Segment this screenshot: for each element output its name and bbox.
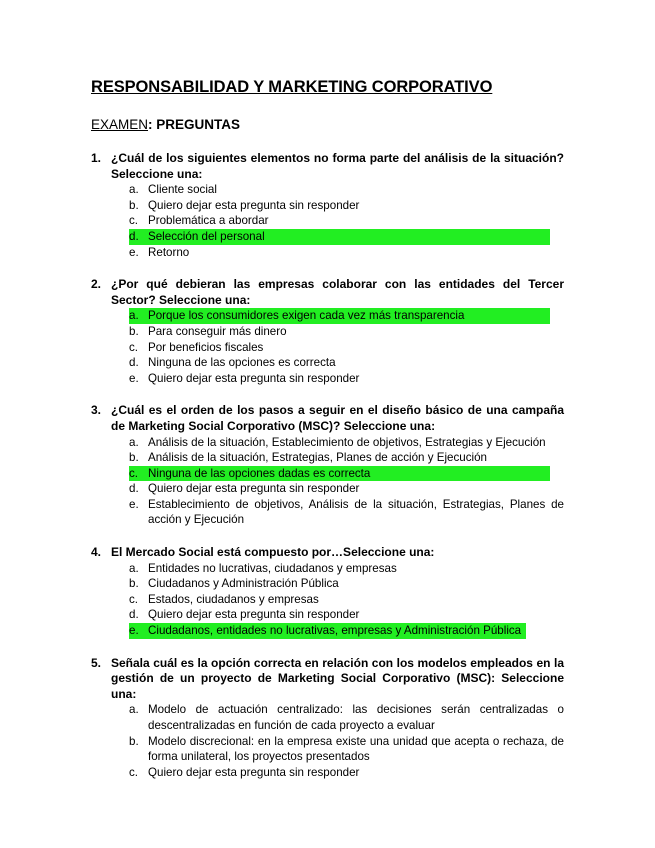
option-item bbox=[129, 592, 564, 608]
question-body: ¿Cuál es el orden de los pasos a seguir en el diseño básico de una campaña de Marketing Social Corporativo (MSC)? Seleccione una: bbox=[111, 403, 564, 433]
option-item bbox=[129, 607, 564, 623]
question-body: El Mercado Social está compuesto por…Seleccione una: bbox=[111, 545, 435, 560]
option-letter: c. bbox=[129, 592, 139, 606]
option-text: Quiero dejar esta pregunta sin responder bbox=[148, 765, 360, 779]
option-letter: e. bbox=[129, 245, 139, 259]
question-body: Señala cuál es la opción correcta en relación con los modelos empleados en la gestión de un proyecto de Marketing Social Corporativo (MSC): Seleccione una: bbox=[111, 655, 564, 701]
option-letter: a. bbox=[129, 561, 139, 575]
option-letter: e. bbox=[129, 624, 139, 638]
option-text: Análisis de la situación, Estrategias, Planes de acción y Ejecución bbox=[148, 451, 487, 465]
option-text: Modelo de actuación centralizado: las decisiones serán centralizadas o descentralizadas en función de cada proyecto a evaluar bbox=[148, 703, 564, 732]
option-item bbox=[129, 355, 564, 371]
option-item bbox=[129, 198, 564, 214]
option-item bbox=[129, 371, 564, 387]
option-list bbox=[91, 561, 564, 639]
option-item bbox=[129, 765, 564, 781]
option-item-correct bbox=[129, 466, 550, 482]
option-item bbox=[129, 213, 564, 229]
option-letter: e. bbox=[129, 371, 139, 385]
option-item bbox=[129, 497, 564, 528]
subtitle-prefix: EXAMEN bbox=[91, 117, 149, 132]
question-number: 4. bbox=[91, 545, 102, 560]
subtitle-rest: : PREGUNTAS bbox=[148, 117, 241, 132]
option-text: Ciudadanos y Administración Pública bbox=[148, 577, 339, 591]
option-item bbox=[129, 450, 564, 466]
option-item bbox=[129, 734, 564, 765]
question-number: 1. bbox=[91, 151, 102, 165]
option-item bbox=[129, 182, 564, 198]
option-list bbox=[91, 702, 564, 780]
option-letter: a. bbox=[129, 309, 139, 323]
option-item bbox=[129, 702, 564, 733]
option-text: Análisis de la situación, Establecimiento de objetivos, Estrategias y Ejecución bbox=[148, 435, 546, 449]
option-list bbox=[91, 435, 564, 529]
option-letter: c. bbox=[129, 340, 139, 354]
option-text: Quiero dejar esta pregunta sin responder bbox=[148, 608, 360, 622]
question-block bbox=[91, 656, 564, 781]
option-text: Porque los consumidores exigen cada vez más transparencia bbox=[148, 309, 465, 323]
option-text: Para conseguir más dinero bbox=[148, 324, 287, 338]
option-item-correct bbox=[129, 623, 526, 639]
question-block bbox=[91, 403, 564, 528]
option-text: Establecimiento de objetivos, Análisis de la situación, Estrategias, Planes de acción y Ejecución bbox=[148, 497, 564, 527]
option-item bbox=[129, 576, 564, 592]
question-body: ¿Cuál de los siguientes elementos no forma parte del análisis de la situación? Seleccione una: bbox=[111, 151, 564, 181]
option-item bbox=[129, 435, 564, 451]
option-letter: b. bbox=[129, 451, 139, 465]
option-text: Quiero dejar esta pregunta sin responder bbox=[148, 198, 360, 212]
option-letter: a. bbox=[129, 703, 139, 717]
option-text: Por beneficios fiscales bbox=[148, 340, 264, 354]
question-text bbox=[91, 403, 564, 434]
option-text: Ciudadanos, entidades no lucrativas, empresas y Administración Pública bbox=[148, 624, 522, 638]
option-letter: c. bbox=[129, 466, 139, 480]
question-text bbox=[91, 277, 564, 308]
option-text: Problemática a abordar bbox=[148, 214, 269, 228]
option-item bbox=[129, 481, 564, 497]
option-text: Quiero dejar esta pregunta sin responder bbox=[148, 482, 360, 496]
option-item bbox=[129, 245, 564, 261]
option-letter: a. bbox=[129, 435, 139, 449]
option-text: Modelo discrecional: en la empresa existe una unidad que acepta o rechaza, de forma unilateral, los proyectos presentados bbox=[148, 734, 564, 764]
question-body: ¿Por qué debieran las empresas colaborar con las entidades del Tercer Sector? Seleccione una: bbox=[111, 277, 564, 307]
option-letter: b. bbox=[129, 324, 139, 338]
question-number: 2. bbox=[91, 277, 102, 292]
option-list bbox=[91, 308, 564, 386]
option-letter: a. bbox=[129, 183, 139, 197]
page-title: RESPONSABILIDAD Y MARKETING CORPORATIVO bbox=[91, 78, 493, 96]
option-letter: e. bbox=[129, 497, 139, 511]
option-item-correct bbox=[129, 229, 550, 245]
option-letter: d. bbox=[129, 482, 139, 496]
question-number: 5. bbox=[91, 655, 102, 670]
option-item bbox=[129, 561, 564, 577]
question-block bbox=[91, 151, 564, 260]
option-item-correct bbox=[129, 308, 550, 324]
option-letter: c. bbox=[129, 214, 139, 228]
option-text: Ninguna de las opciones dadas es correcta bbox=[148, 466, 371, 480]
option-text: Selección del personal bbox=[148, 229, 265, 243]
option-text: Ninguna de las opciones es correcta bbox=[148, 356, 336, 370]
option-list bbox=[91, 182, 564, 260]
option-letter: d. bbox=[129, 608, 139, 622]
exam-subtitle bbox=[91, 117, 564, 132]
question-number: 3. bbox=[91, 403, 102, 418]
question-text bbox=[91, 151, 564, 182]
question-text bbox=[91, 656, 564, 703]
option-text: Entidades no lucrativas, ciudadanos y empresas bbox=[148, 561, 397, 575]
document-page bbox=[91, 78, 564, 797]
question-text bbox=[91, 545, 564, 561]
question-list bbox=[91, 151, 564, 780]
question-block bbox=[91, 545, 564, 639]
option-item bbox=[129, 324, 564, 340]
option-text: Retorno bbox=[148, 245, 190, 259]
option-text: Estados, ciudadanos y empresas bbox=[148, 592, 319, 606]
question-block bbox=[91, 277, 564, 386]
option-text: Cliente social bbox=[148, 183, 217, 197]
option-item bbox=[129, 340, 564, 356]
option-letter: b. bbox=[129, 198, 139, 212]
option-letter: c. bbox=[129, 765, 139, 779]
option-letter: d. bbox=[129, 229, 139, 243]
option-letter: d. bbox=[129, 356, 139, 370]
option-letter: b. bbox=[129, 577, 139, 591]
option-text: Quiero dejar esta pregunta sin responder bbox=[148, 371, 360, 385]
option-letter: b. bbox=[129, 734, 139, 748]
